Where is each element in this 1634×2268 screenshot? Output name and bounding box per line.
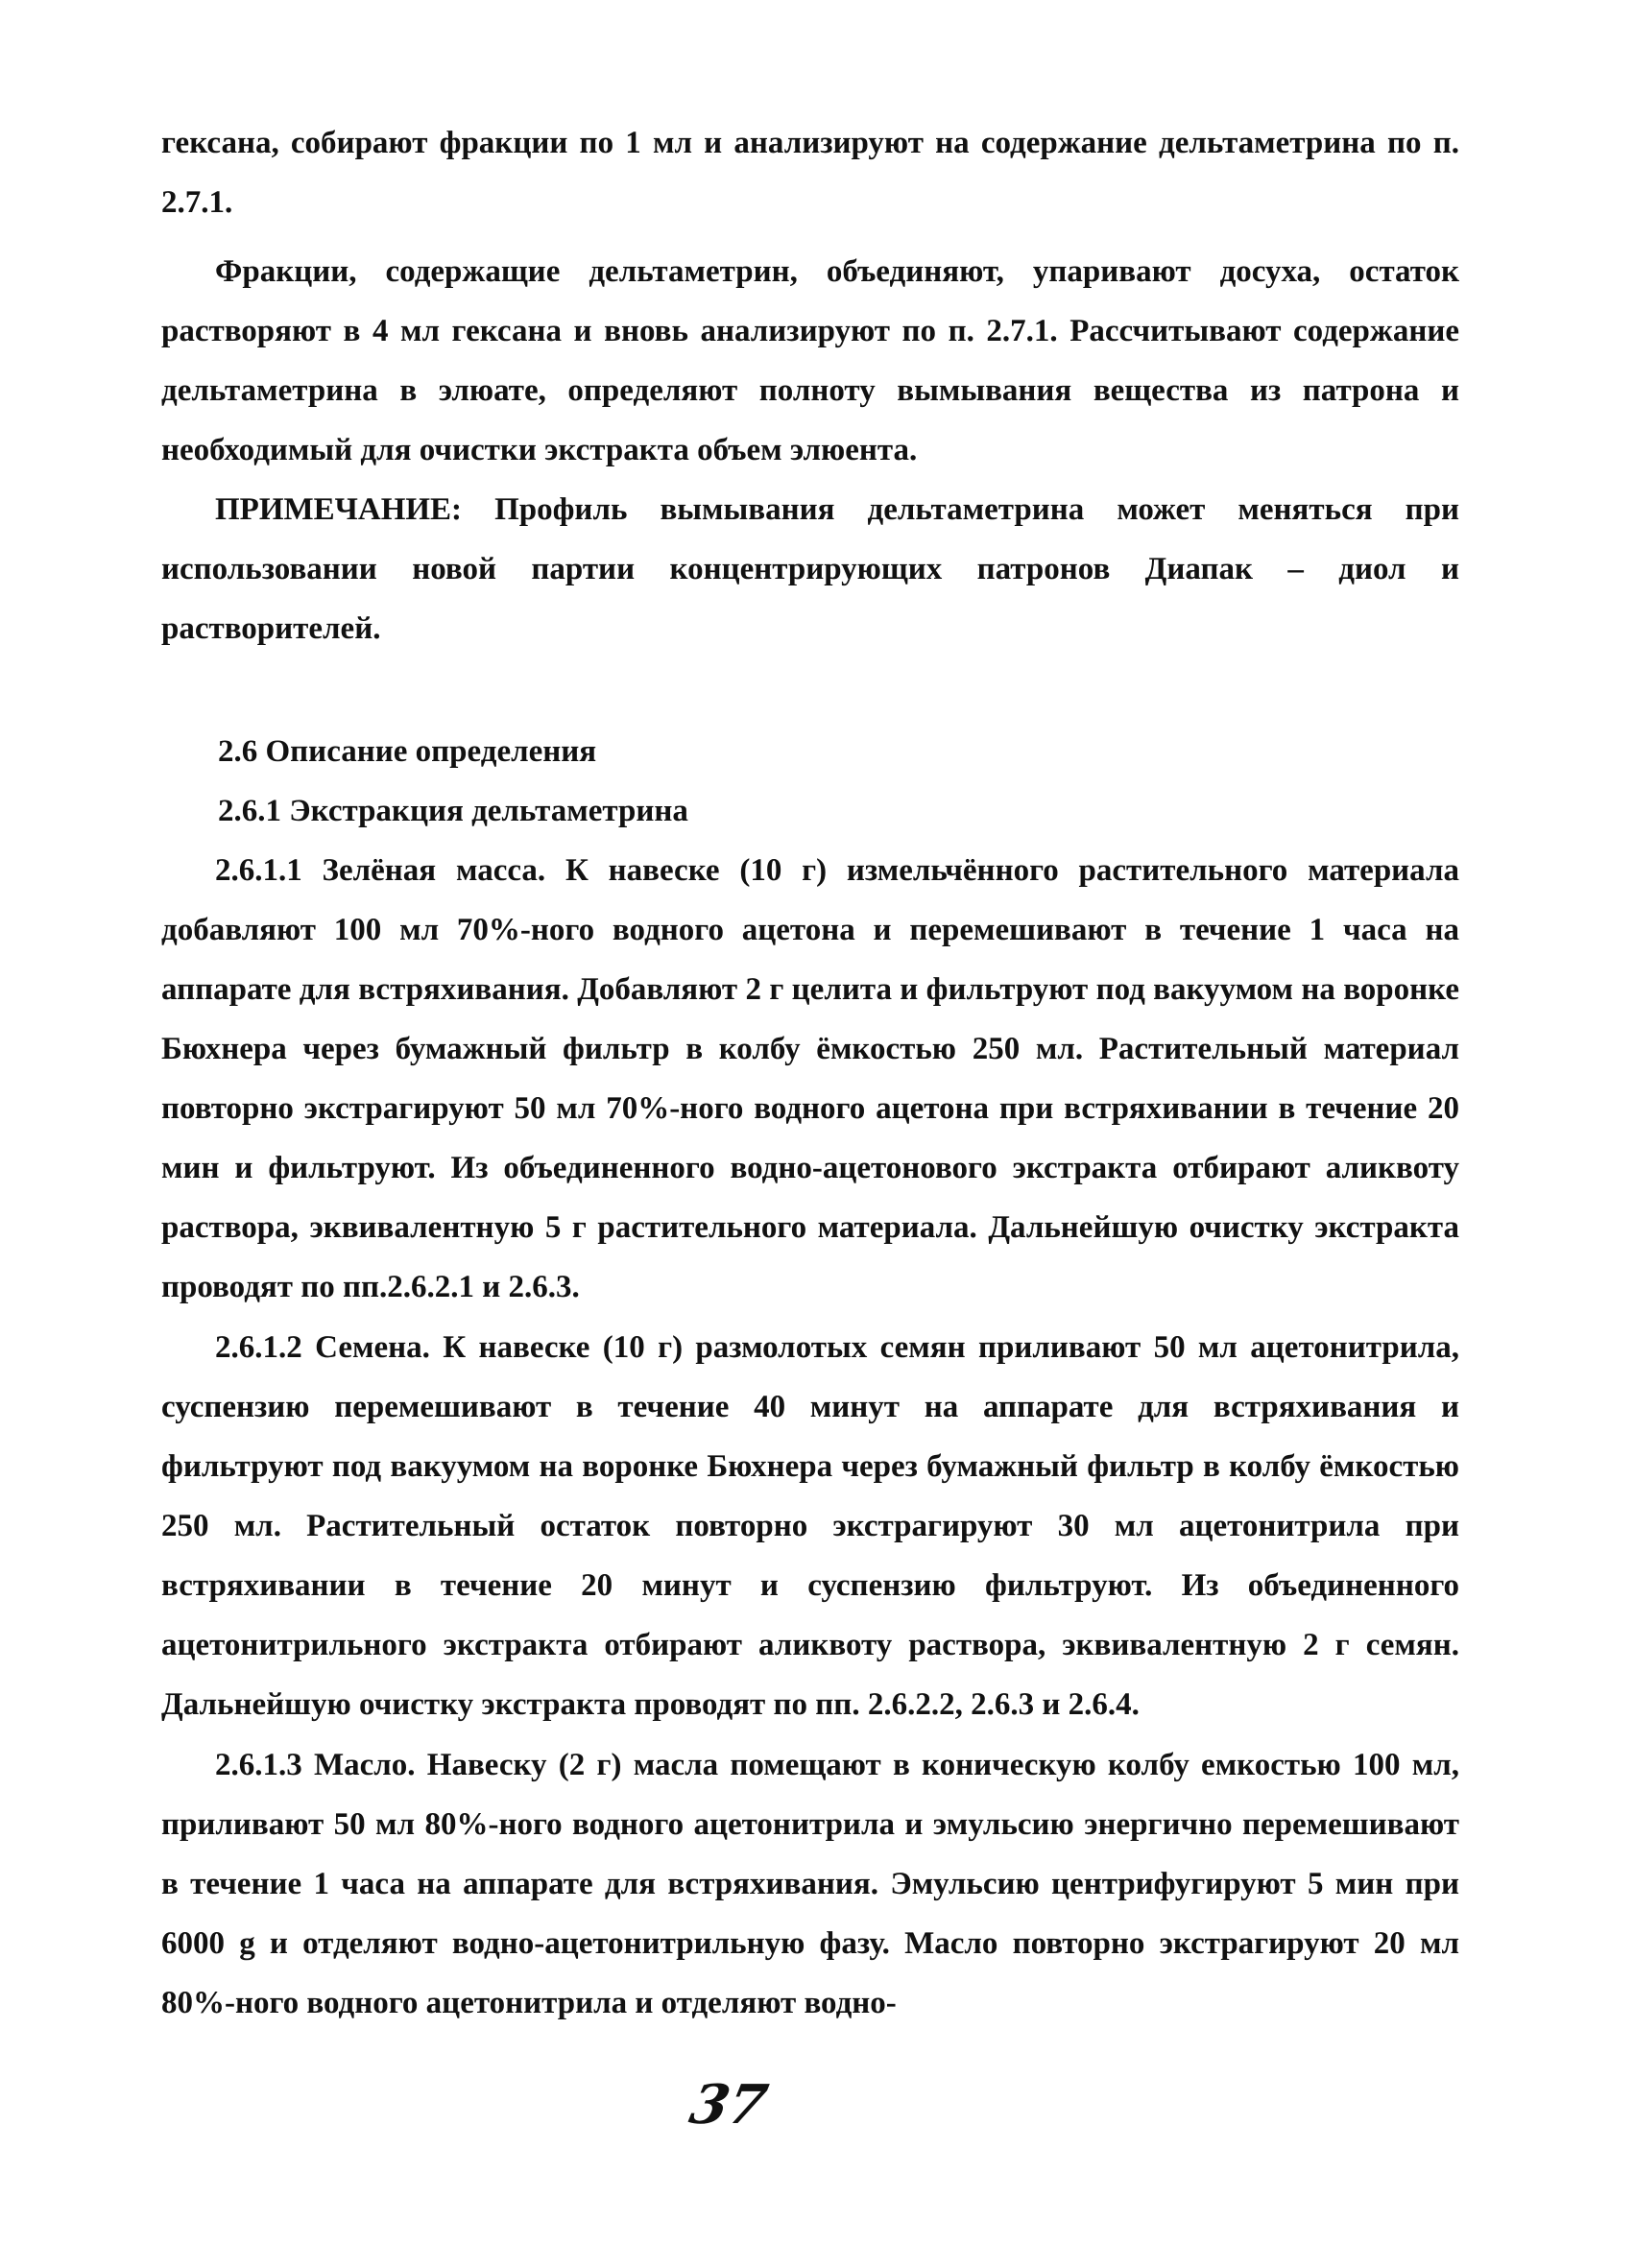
page-number: 37 <box>684 2073 773 2137</box>
paragraph-continuation: гексана, собирают фракции по 1 мл и анализируют на содержание дельтаметрина по п. 2.7.1. <box>161 126 1459 220</box>
paragraph-2-6-1-3: 2.6.1.3 Масло. Навеску (2 г) масла помещают в коническую колбу емкостью 100 мл, приливают 50 мл 80%-ного водного ацетонитрила и эмульсию энергично перемешивают в течение 1 часа на аппарате для встряхивания. Эмульсию центрифугируют 5 мин при 6000 g и отделяют водно-ацетонитрильную фазу. Масло повторно экстрагируют 20 мл 80%-ного водного ацетонитрила и отделяют водно- <box>161 1748 1459 2020</box>
section-heading-2-6: 2.6 Описание определения <box>218 734 597 769</box>
paragraph-fractions: Фракции, содержащие дельтаметрин, объединяют, упаривают досуха, остаток растворяют в 4 мл гексана и вновь анализируют по п. 2.7.1. Рассчитывают содержание дельтаметрина в элюате, определяют полноту вымывания вещества из патрона и необходимый для очистки экстракта объем элюента. <box>161 254 1459 467</box>
paragraph-note: ПРИМЕЧАНИЕ: Профиль вымывания дельтаметрина может меняться при использовании новой партии концентрирующих патронов Диапак – диол и растворителей. <box>161 492 1459 646</box>
paragraph-2-6-1-2: 2.6.1.2 Семена. К навеске (10 г) размолотых семян приливают 50 мл ацетонитрила, суспензию перемешивают в течение 40 минут на аппарате для встряхивания и фильтруют под вакуумом на воронке Бюхнера через бумажный фильтр в колбу ёмкостью 250 мл. Растительный остаток повторно экстрагируют 30 мл ацетонитрила при встряхивании в течение 20 минут и суспензию фильтруют. Из объединенного ацетонитрильного экстракта отбирают аликвоту раствора, эквивалентную 2 г семян. Дальнейшую очистку экстракта проводят по пп. 2.6.2.2, 2.6.3 и 2.6.4. <box>161 1330 1459 1722</box>
paragraph-2-6-1-1: 2.6.1.1 Зелёная масса. К навеске (10 г) измельчённого растительного материала добавляют 100 мл 70%-ного водного ацетона и перемешивают в течение 1 часа на аппарате для встряхивания. Добавляют 2 г целита и фильтруют под вакуумом на воронке Бюхнера через бумажный фильтр в колбу ёмкостью 250 мл. Растительный материал повторно экстрагируют 50 мл 70%-ного водного ацетона при встряхивании в течение 20 мин и фильтруют. Из объединенного водно-ацетонового экстракта отбирают аликвоту раствора, эквивалентную 5 г растительного материала. Дальнейшую очистку экстракта проводят по пп.2.6.2.1 и 2.6.3. <box>161 853 1459 1304</box>
section-heading-2-6-1: 2.6.1 Экстракция дельтаметрина <box>218 794 688 828</box>
